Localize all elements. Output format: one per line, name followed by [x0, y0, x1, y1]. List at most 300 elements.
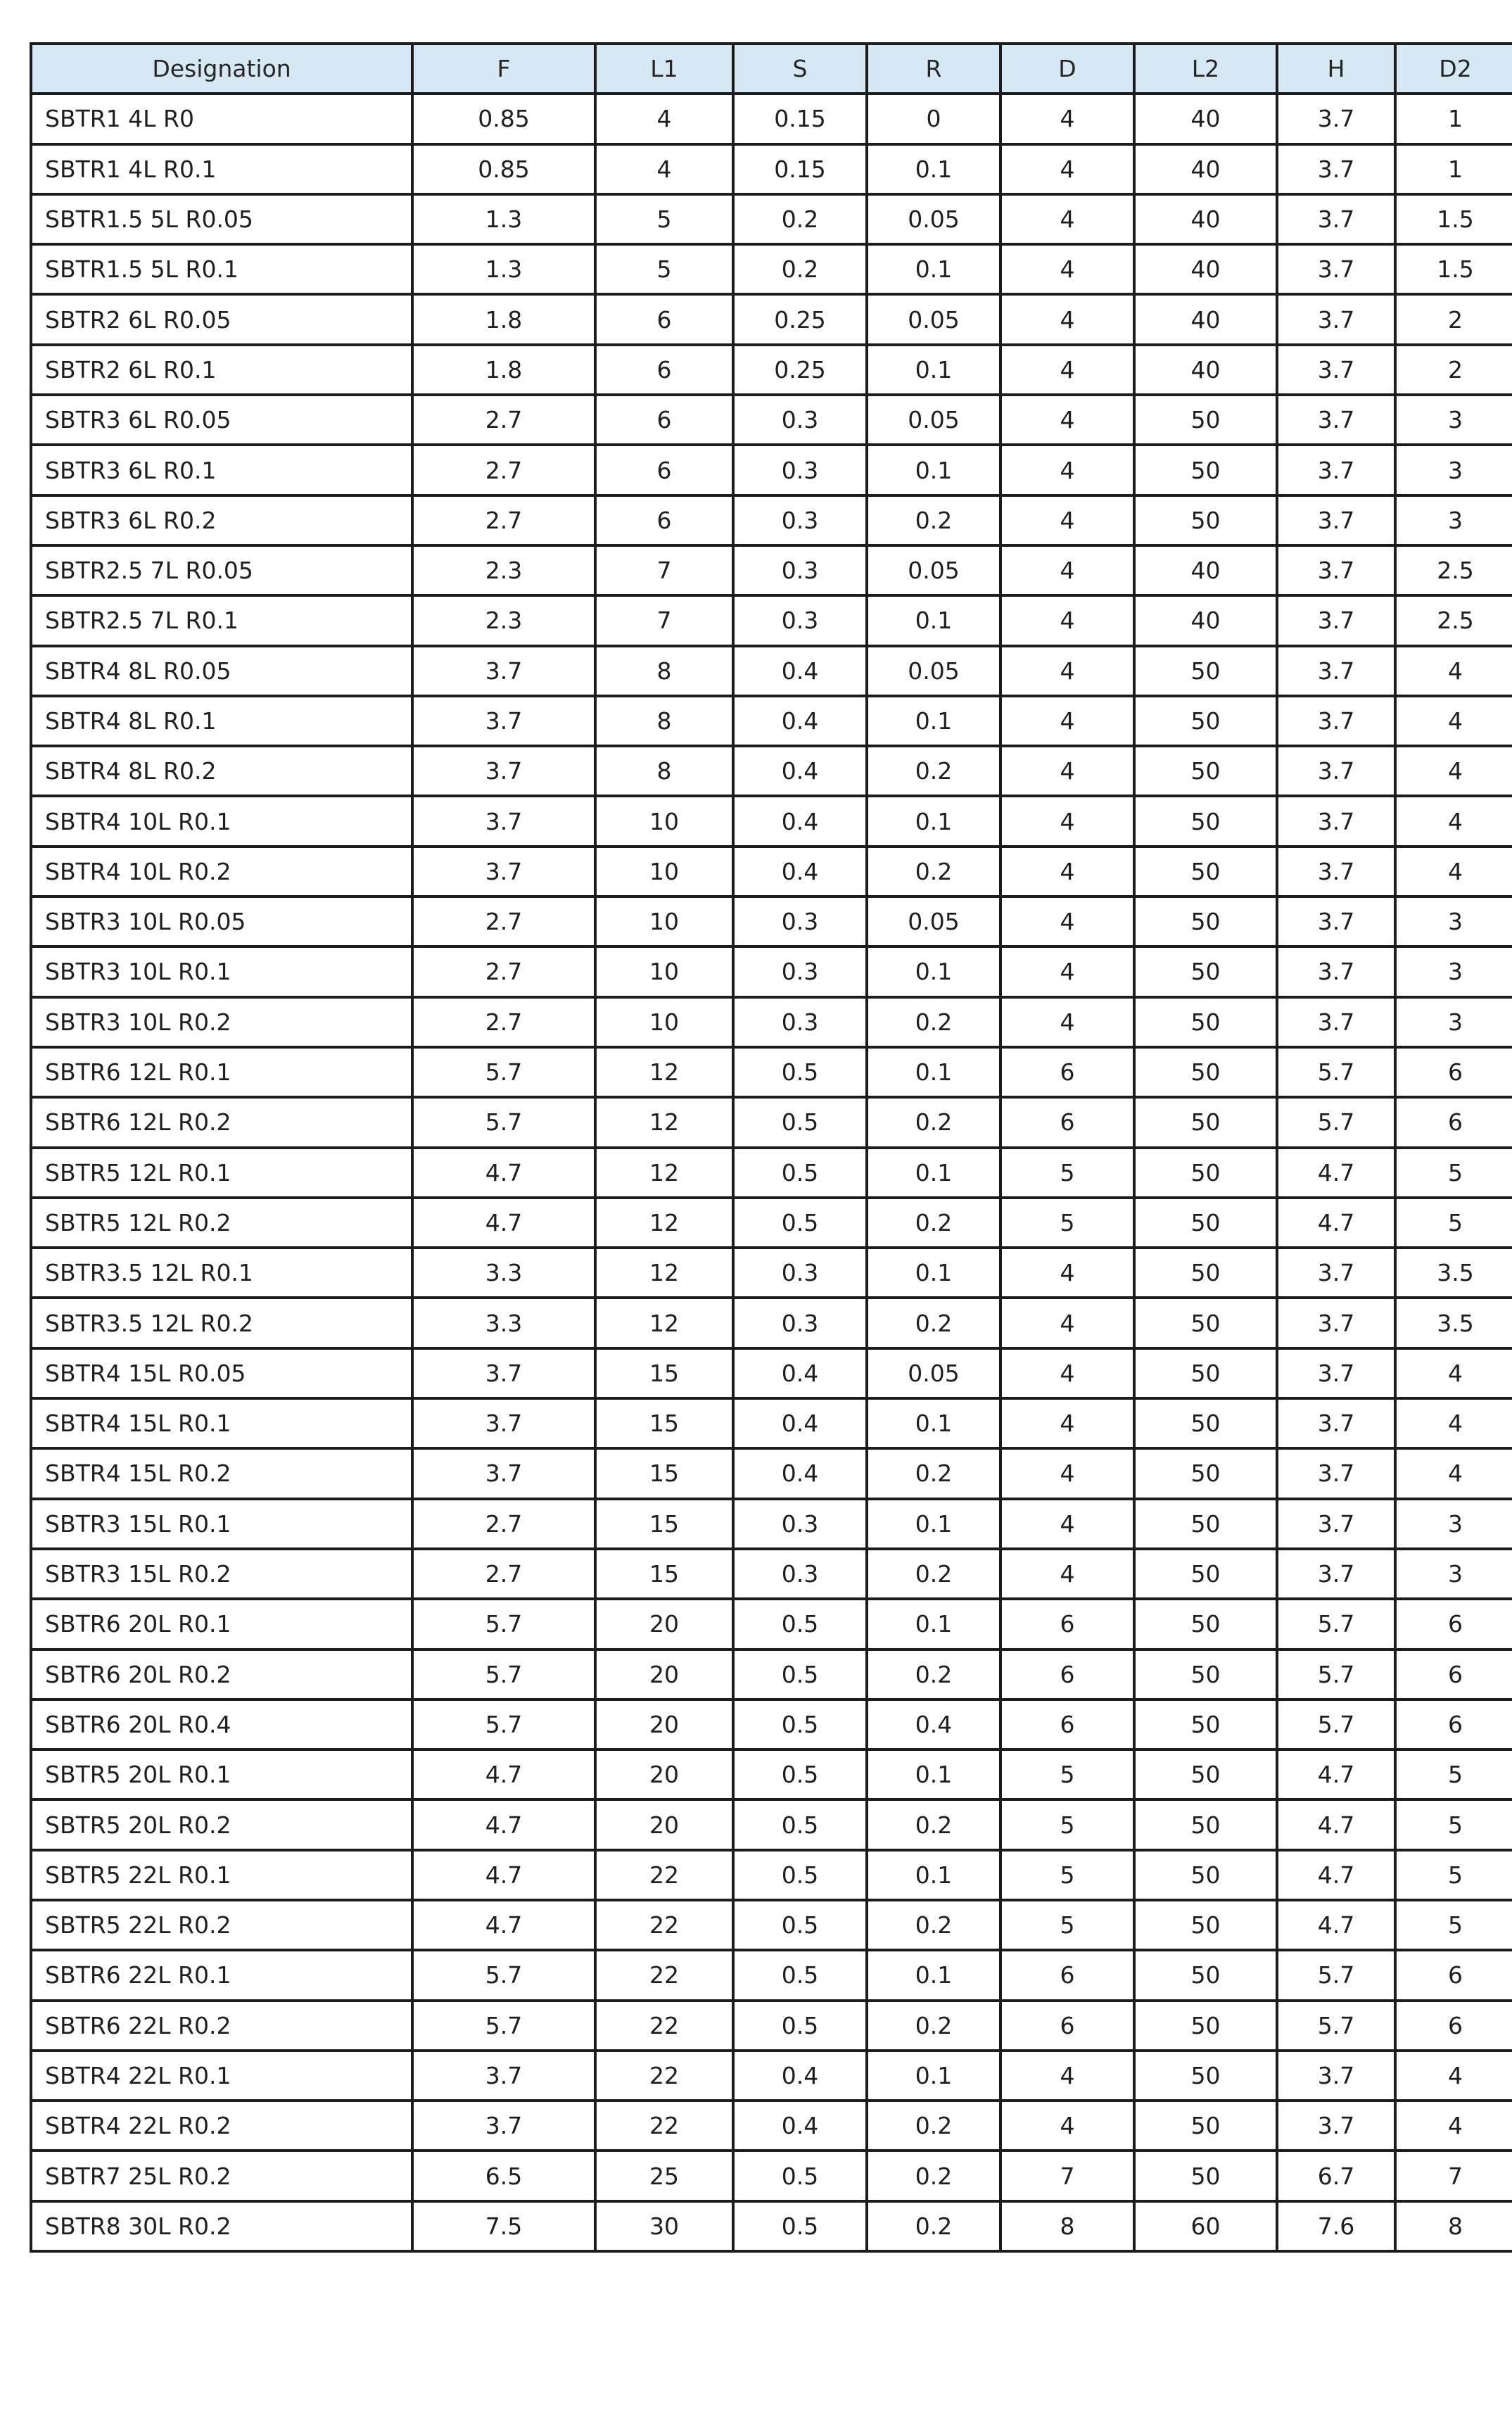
- cell-designation: SBTR3 6L R0.05: [31, 395, 412, 445]
- table-row: [31, 1900, 1512, 1950]
- cell-d: 4: [1000, 495, 1134, 545]
- cell-r: 0.2: [867, 2201, 1000, 2251]
- cell-s: 0.3: [733, 1549, 867, 1599]
- cell-s: 0.4: [733, 696, 867, 746]
- cell-d2: 4: [1395, 796, 1512, 846]
- cell-d2: 5: [1395, 1148, 1512, 1198]
- cell-d: 6: [1000, 1650, 1134, 1699]
- cell-d2: 5: [1395, 1850, 1512, 1900]
- cell-d2: 3: [1395, 1549, 1512, 1599]
- cell-h: 7.6: [1277, 2201, 1395, 2251]
- cell-s: 0.4: [733, 646, 867, 696]
- cell-designation: SBTR6 12L R0.2: [31, 1097, 412, 1147]
- cell-l2: 50: [1134, 1599, 1277, 1649]
- cell-h: 4.7: [1277, 1198, 1395, 1248]
- table-row: [31, 1097, 1512, 1147]
- cell-d: 6: [1000, 1950, 1134, 2000]
- cell-s: 0.2: [733, 194, 867, 244]
- cell-l2: 50: [1134, 1549, 1277, 1599]
- cell-f: 3.3: [412, 1248, 595, 1298]
- cell-l1: 7: [595, 595, 733, 645]
- cell-r: 0.05: [867, 294, 1000, 344]
- cell-h: 3.7: [1277, 646, 1395, 696]
- cell-f: 3.7: [412, 796, 595, 846]
- cell-designation: SBTR4 8L R0.2: [31, 746, 412, 796]
- table-row: [31, 2101, 1512, 2151]
- cell-d: 4: [1000, 947, 1134, 996]
- cell-r: 0: [867, 94, 1000, 144]
- cell-d: 4: [1000, 144, 1134, 194]
- cell-designation: SBTR8 30L R0.2: [31, 2201, 412, 2251]
- cell-d: 4: [1000, 545, 1134, 595]
- cell-f: 2.7: [412, 897, 595, 947]
- cell-designation: SBTR1 4L R0.1: [31, 144, 412, 194]
- cell-d2: 6: [1395, 2001, 1512, 2051]
- cell-l2: 50: [1134, 2151, 1277, 2201]
- table-row: [31, 1950, 1512, 2000]
- cell-d: 4: [1000, 997, 1134, 1047]
- cell-f: 3.7: [412, 2051, 595, 2101]
- cell-r: 0.2: [867, 1900, 1000, 1950]
- cell-f: 4.7: [412, 1850, 595, 1900]
- cell-designation: SBTR3 10L R0.1: [31, 947, 412, 996]
- cell-s: 0.5: [733, 1198, 867, 1248]
- cell-l1: 20: [595, 1599, 733, 1649]
- cell-s: 0.5: [733, 1950, 867, 2000]
- cell-d2: 8: [1395, 2201, 1512, 2251]
- cell-l1: 6: [595, 345, 733, 395]
- cell-l1: 22: [595, 2001, 733, 2051]
- table-row: [31, 947, 1512, 996]
- cell-d2: 2.5: [1395, 545, 1512, 595]
- cell-d2: 3: [1395, 1499, 1512, 1549]
- table-row: [31, 696, 1512, 746]
- cell-r: 0.2: [867, 1298, 1000, 1348]
- cell-l1: 22: [595, 2101, 733, 2151]
- cell-d: 4: [1000, 2101, 1134, 2151]
- cell-l2: 50: [1134, 1448, 1277, 1498]
- cell-r: 0.1: [867, 796, 1000, 846]
- cell-l2: 50: [1134, 1348, 1277, 1398]
- cell-r: 0.2: [867, 746, 1000, 796]
- cell-f: 3.7: [412, 646, 595, 696]
- cell-r: 0.1: [867, 1248, 1000, 1298]
- cell-r: 0.2: [867, 1650, 1000, 1699]
- cell-l2: 50: [1134, 997, 1277, 1047]
- cell-l1: 15: [595, 1398, 733, 1448]
- cell-designation: SBTR4 8L R0.1: [31, 696, 412, 746]
- cell-f: 3.7: [412, 2101, 595, 2151]
- cell-l2: 50: [1134, 1047, 1277, 1097]
- cell-s: 0.4: [733, 796, 867, 846]
- cell-r: 0.05: [867, 646, 1000, 696]
- table-row: [31, 1650, 1512, 1699]
- cell-d2: 2: [1395, 294, 1512, 344]
- cell-s: 0.3: [733, 395, 867, 445]
- cell-s: 0.25: [733, 345, 867, 395]
- table-row: [31, 1047, 1512, 1097]
- cell-d: 4: [1000, 445, 1134, 495]
- table-row: [31, 1699, 1512, 1749]
- table-row: [31, 345, 1512, 395]
- table-row: [31, 545, 1512, 595]
- cell-f: 2.7: [412, 445, 595, 495]
- cell-h: 3.7: [1277, 345, 1395, 395]
- cell-d: 4: [1000, 595, 1134, 645]
- cell-r: 0.05: [867, 545, 1000, 595]
- cell-designation: SBTR6 22L R0.1: [31, 1950, 412, 2000]
- cell-h: 5.7: [1277, 1047, 1395, 1097]
- table-header: [31, 44, 1512, 94]
- cell-designation: SBTR7 25L R0.2: [31, 2151, 412, 2201]
- cell-designation: SBTR2 6L R0.1: [31, 345, 412, 395]
- cell-d: 6: [1000, 1599, 1134, 1649]
- cell-d2: 4: [1395, 646, 1512, 696]
- cell-s: 0.3: [733, 1248, 867, 1298]
- cell-d2: 3: [1395, 897, 1512, 947]
- cell-s: 0.4: [733, 746, 867, 796]
- cell-l1: 6: [595, 445, 733, 495]
- cell-s: 0.5: [733, 1650, 867, 1699]
- cell-designation: SBTR5 12L R0.2: [31, 1198, 412, 1248]
- cell-h: 3.7: [1277, 595, 1395, 645]
- cell-f: 6.5: [412, 2151, 595, 2201]
- cell-s: 0.3: [733, 1298, 867, 1348]
- cell-h: 6.7: [1277, 2151, 1395, 2201]
- cell-d: 4: [1000, 646, 1134, 696]
- cell-l2: 50: [1134, 1699, 1277, 1749]
- cell-r: 0.1: [867, 947, 1000, 996]
- cell-s: 0.3: [733, 947, 867, 996]
- cell-d: 4: [1000, 1499, 1134, 1549]
- cell-l2: 50: [1134, 1097, 1277, 1147]
- cell-h: 3.7: [1277, 545, 1395, 595]
- cell-designation: SBTR4 15L R0.2: [31, 1448, 412, 1498]
- cell-l2: 40: [1134, 595, 1277, 645]
- cell-l1: 5: [595, 194, 733, 244]
- cell-h: 3.7: [1277, 1348, 1395, 1398]
- table-row: [31, 595, 1512, 645]
- cell-designation: SBTR4 10L R0.1: [31, 796, 412, 846]
- cell-d2: 3: [1395, 997, 1512, 1047]
- table-row: [31, 746, 1512, 796]
- column-header-designation: Designation: [31, 44, 412, 94]
- cell-d2: 6: [1395, 1047, 1512, 1097]
- cell-l2: 50: [1134, 1248, 1277, 1298]
- cell-s: 0.5: [733, 1047, 867, 1097]
- cell-f: 0.85: [412, 94, 595, 144]
- cell-l2: 50: [1134, 1398, 1277, 1448]
- cell-f: 1.3: [412, 194, 595, 244]
- cell-d2: 7: [1395, 2151, 1512, 2201]
- cell-d: 4: [1000, 696, 1134, 746]
- cell-r: 0.2: [867, 1448, 1000, 1498]
- table-row: [31, 144, 1512, 194]
- cell-r: 0.2: [867, 1549, 1000, 1599]
- cell-r: 0.2: [867, 2001, 1000, 2051]
- cell-designation: SBTR3 15L R0.1: [31, 1499, 412, 1549]
- cell-d2: 4: [1395, 696, 1512, 746]
- cell-h: 4.7: [1277, 1850, 1395, 1900]
- cell-s: 0.5: [733, 2151, 867, 2201]
- cell-s: 0.15: [733, 94, 867, 144]
- cell-r: 0.2: [867, 495, 1000, 545]
- table-row: [31, 194, 1512, 244]
- cell-h: 4.7: [1277, 1799, 1395, 1849]
- cell-r: 0.05: [867, 395, 1000, 445]
- table-row: [31, 1248, 1512, 1298]
- cell-r: 0.1: [867, 1398, 1000, 1448]
- cell-d2: 3: [1395, 947, 1512, 996]
- table-row: [31, 1749, 1512, 1799]
- cell-d2: 3.5: [1395, 1248, 1512, 1298]
- cell-l2: 50: [1134, 696, 1277, 746]
- table-row: [31, 2201, 1512, 2251]
- cell-d2: 2: [1395, 345, 1512, 395]
- table-row: [31, 1198, 1512, 1248]
- cell-l1: 6: [595, 395, 733, 445]
- cell-l2: 50: [1134, 2101, 1277, 2151]
- cell-designation: SBTR2.5 7L R0.1: [31, 595, 412, 645]
- cell-h: 3.7: [1277, 2101, 1395, 2151]
- cell-s: 0.3: [733, 545, 867, 595]
- cell-l2: 50: [1134, 1148, 1277, 1198]
- cell-h: 3.7: [1277, 94, 1395, 144]
- cell-l2: 50: [1134, 1198, 1277, 1248]
- cell-l2: 50: [1134, 495, 1277, 545]
- cell-f: 5.7: [412, 1950, 595, 2000]
- cell-h: 3.7: [1277, 947, 1395, 996]
- cell-d: 4: [1000, 1549, 1134, 1599]
- cell-h: 3.7: [1277, 194, 1395, 244]
- cell-r: 0.1: [867, 1599, 1000, 1649]
- cell-d2: 6: [1395, 1950, 1512, 2000]
- cell-l1: 10: [595, 947, 733, 996]
- cell-l1: 12: [595, 1298, 733, 1348]
- cell-d2: 3: [1395, 395, 1512, 445]
- table-row: [31, 1499, 1512, 1549]
- cell-h: 3.7: [1277, 1298, 1395, 1348]
- cell-d: 5: [1000, 1799, 1134, 1849]
- cell-d2: 5: [1395, 1749, 1512, 1799]
- cell-f: 3.7: [412, 1348, 595, 1398]
- table-row: [31, 1398, 1512, 1448]
- column-header-l2: L2: [1134, 44, 1277, 94]
- cell-f: 5.7: [412, 1047, 595, 1097]
- cell-s: 0.5: [733, 1850, 867, 1900]
- cell-r: 0.1: [867, 1950, 1000, 2000]
- cell-r: 0.2: [867, 1799, 1000, 1849]
- cell-h: 3.7: [1277, 1398, 1395, 1448]
- cell-r: 0.1: [867, 696, 1000, 746]
- cell-h: 4.7: [1277, 1749, 1395, 1799]
- cell-s: 0.25: [733, 294, 867, 344]
- cell-h: 5.7: [1277, 1097, 1395, 1147]
- cell-designation: SBTR3 15L R0.2: [31, 1549, 412, 1599]
- column-header-f: F: [412, 44, 595, 94]
- table-row: [31, 897, 1512, 947]
- cell-f: 5.7: [412, 2001, 595, 2051]
- table-row: [31, 1348, 1512, 1398]
- cell-f: 1.8: [412, 345, 595, 395]
- cell-r: 0.4: [867, 1699, 1000, 1749]
- cell-designation: SBTR3.5 12L R0.1: [31, 1248, 412, 1298]
- table-row: [31, 646, 1512, 696]
- cell-l1: 8: [595, 646, 733, 696]
- cell-h: 3.7: [1277, 997, 1395, 1047]
- column-header-h: H: [1277, 44, 1395, 94]
- cell-h: 5.7: [1277, 1699, 1395, 1749]
- cell-h: 3.7: [1277, 746, 1395, 796]
- cell-h: 5.7: [1277, 2001, 1395, 2051]
- cell-r: 0.05: [867, 194, 1000, 244]
- table-row: [31, 1549, 1512, 1599]
- cell-f: 3.7: [412, 847, 595, 897]
- table-row: [31, 495, 1512, 545]
- cell-l1: 12: [595, 1248, 733, 1298]
- cell-l2: 50: [1134, 395, 1277, 445]
- cell-designation: SBTR4 22L R0.2: [31, 2101, 412, 2151]
- cell-h: 3.7: [1277, 897, 1395, 947]
- cell-h: 3.7: [1277, 2051, 1395, 2101]
- cell-s: 0.15: [733, 144, 867, 194]
- cell-h: 3.7: [1277, 294, 1395, 344]
- cell-s: 0.5: [733, 1097, 867, 1147]
- cell-designation: SBTR2.5 7L R0.05: [31, 545, 412, 595]
- cell-l1: 15: [595, 1348, 733, 1398]
- cell-d2: 6: [1395, 1599, 1512, 1649]
- table-row: [31, 1448, 1512, 1498]
- cell-l2: 40: [1134, 294, 1277, 344]
- cell-s: 0.3: [733, 997, 867, 1047]
- cell-l2: 50: [1134, 1850, 1277, 1900]
- cell-f: 2.3: [412, 545, 595, 595]
- cell-designation: SBTR5 12L R0.1: [31, 1148, 412, 1198]
- cell-f: 2.7: [412, 1549, 595, 1599]
- cell-r: 0.05: [867, 897, 1000, 947]
- cell-s: 0.5: [733, 1599, 867, 1649]
- table-row: [31, 847, 1512, 897]
- cell-l1: 8: [595, 746, 733, 796]
- cell-r: 0.1: [867, 595, 1000, 645]
- cell-h: 3.7: [1277, 696, 1395, 746]
- column-header-r: R: [867, 44, 1000, 94]
- cell-f: 5.7: [412, 1097, 595, 1147]
- cell-r: 0.1: [867, 445, 1000, 495]
- cell-d: 4: [1000, 1298, 1134, 1348]
- cell-s: 0.5: [733, 1148, 867, 1198]
- cell-s: 0.3: [733, 495, 867, 545]
- cell-s: 0.5: [733, 2201, 867, 2251]
- cell-d2: 4: [1395, 1398, 1512, 1448]
- cell-designation: SBTR3 10L R0.2: [31, 997, 412, 1047]
- cell-r: 0.05: [867, 1348, 1000, 1398]
- cell-l2: 50: [1134, 947, 1277, 996]
- cell-s: 0.5: [733, 1749, 867, 1799]
- cell-r: 0.1: [867, 1749, 1000, 1799]
- cell-f: 2.3: [412, 595, 595, 645]
- table-row: [31, 1799, 1512, 1849]
- cell-d2: 1.5: [1395, 194, 1512, 244]
- cell-d: 4: [1000, 244, 1134, 294]
- cell-s: 0.4: [733, 1348, 867, 1398]
- cell-l2: 50: [1134, 2001, 1277, 2051]
- cell-f: 0.85: [412, 144, 595, 194]
- cell-l2: 50: [1134, 796, 1277, 846]
- cell-l2: 50: [1134, 1499, 1277, 1549]
- cell-l1: 12: [595, 1047, 733, 1097]
- cell-designation: SBTR6 22L R0.2: [31, 2001, 412, 2051]
- cell-f: 5.7: [412, 1699, 595, 1749]
- cell-d2: 4: [1395, 1448, 1512, 1498]
- cell-r: 0.2: [867, 1097, 1000, 1147]
- cell-d: 4: [1000, 1448, 1134, 1498]
- cell-d2: 1.5: [1395, 244, 1512, 294]
- cell-designation: SBTR1 4L R0: [31, 94, 412, 144]
- cell-l1: 10: [595, 897, 733, 947]
- cell-designation: SBTR4 10L R0.2: [31, 847, 412, 897]
- cell-d: 6: [1000, 2001, 1134, 2051]
- table-row: [31, 94, 1512, 144]
- cell-l2: 50: [1134, 1950, 1277, 2000]
- cell-s: 0.3: [733, 897, 867, 947]
- cell-d: 5: [1000, 1850, 1134, 1900]
- cell-l2: 40: [1134, 194, 1277, 244]
- cell-l2: 50: [1134, 897, 1277, 947]
- cell-h: 3.7: [1277, 445, 1395, 495]
- cell-f: 4.7: [412, 1198, 595, 1248]
- cell-l1: 5: [595, 244, 733, 294]
- cell-f: 4.7: [412, 1900, 595, 1950]
- cell-h: 3.7: [1277, 244, 1395, 294]
- cell-r: 0.2: [867, 997, 1000, 1047]
- cell-d2: 4: [1395, 1348, 1512, 1398]
- table-row: [31, 2051, 1512, 2101]
- specification-table: [30, 42, 1512, 2253]
- cell-d: 4: [1000, 194, 1134, 244]
- cell-r: 0.1: [867, 244, 1000, 294]
- cell-f: 5.7: [412, 1650, 595, 1699]
- cell-d2: 5: [1395, 1900, 1512, 1950]
- cell-s: 0.5: [733, 1900, 867, 1950]
- cell-r: 0.1: [867, 1047, 1000, 1097]
- cell-l1: 22: [595, 1900, 733, 1950]
- cell-l1: 4: [595, 94, 733, 144]
- cell-designation: SBTR3 6L R0.2: [31, 495, 412, 545]
- cell-f: 4.7: [412, 1749, 595, 1799]
- cell-l1: 10: [595, 847, 733, 897]
- cell-designation: SBTR3 6L R0.1: [31, 445, 412, 495]
- cell-s: 0.4: [733, 1398, 867, 1448]
- cell-d2: 4: [1395, 2051, 1512, 2101]
- column-header-d: D: [1000, 44, 1134, 94]
- cell-d: 7: [1000, 2151, 1134, 2201]
- cell-designation: SBTR4 15L R0.05: [31, 1348, 412, 1398]
- cell-l1: 4: [595, 144, 733, 194]
- cell-l1: 22: [595, 1850, 733, 1900]
- table-row: [31, 294, 1512, 344]
- cell-s: 0.5: [733, 1799, 867, 1849]
- cell-h: 3.7: [1277, 495, 1395, 545]
- cell-h: 5.7: [1277, 1950, 1395, 2000]
- cell-f: 3.7: [412, 746, 595, 796]
- table-row: [31, 2151, 1512, 2201]
- table-row: [31, 2001, 1512, 2051]
- cell-l2: 50: [1134, 1650, 1277, 1699]
- table-row: [31, 1850, 1512, 1900]
- cell-h: 3.7: [1277, 1499, 1395, 1549]
- cell-designation: SBTR1.5 5L R0.1: [31, 244, 412, 294]
